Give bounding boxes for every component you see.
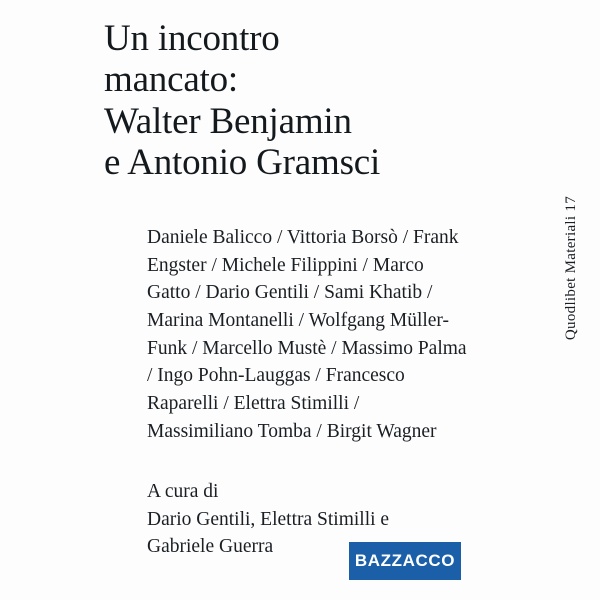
title-line-1: Un incontro <box>104 18 280 59</box>
title-line-2: mancato: <box>104 59 239 101</box>
title-line-3: Walter Benjamin <box>104 100 352 142</box>
publisher-logo-text: BAZZACCO <box>354 551 456 570</box>
page-title <box>104 18 504 184</box>
contributors-list: Daniele Balicco / Vittoria Borsò / Frank Engster / Michele Filippini / Marco Gatto / Dario Gentili / Sami Khatib / Marina Montanelli / Wolfgang Müller-Funk / Marcello Mustè / Massimo Palma / Ingo Pohn-Lauggas / Francesco Raparelli / Elettra Stimilli / Massimiliano Tomba / Birgit Wagner <box>147 227 467 442</box>
publisher-logo <box>349 542 461 580</box>
editors-names: Dario Gentili, Elettra Stimilli e Gabriele Guerra <box>147 508 390 558</box>
series-label-text: Quodlibet Materiali 17 <box>562 196 579 341</box>
title-line-4: e Antonio Gramsci <box>104 142 381 184</box>
editors-label: A cura di <box>147 481 219 502</box>
series-label <box>558 196 584 396</box>
